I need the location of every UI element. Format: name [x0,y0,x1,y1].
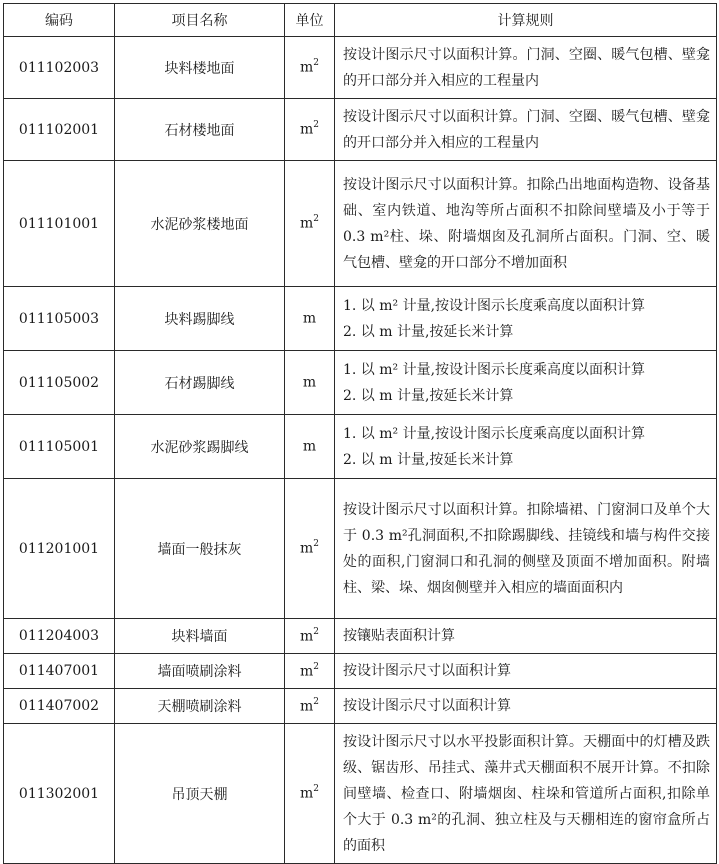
item-code: 011204003 [4,619,115,654]
rule-line-1: 1. 以 m² 计量,按设计图示长度乘高度以面积计算 [343,361,646,378]
item-rule [335,351,717,415]
item-code: 011101001 [4,161,115,287]
header-name: 项目名称 [115,4,285,37]
unit-base: m [299,59,314,76]
header-row [4,4,717,37]
item-rule: 按设计图示尺寸以面积计算 [335,689,717,724]
header-code: 编码 [4,4,115,37]
item-code: 011105001 [4,415,115,479]
item-name: 墙面一般抹灰 [115,479,285,619]
item-code: 011102003 [4,37,115,99]
item-rule [335,287,717,351]
table-row [4,689,717,724]
item-rule: 按设计图示尺寸以水平投影面积计算。天棚面中的灯槽及跌级、锯齿形、吊挂式、藻井式天棚面积不展开计算。不扣除间壁墙、检查口、附墙烟囱、柱垛和管道所占面积,扣除单个大于 0.3 m²的孔洞、独立柱及与天棚相连的窗帘盒所占的面积 [335,724,717,864]
item-rule: 按镶贴表面积计算 [335,619,717,654]
item-name: 墙面喷刷涂料 [115,654,285,689]
item-code: 011407002 [4,689,115,724]
item-name: 块料踢脚线 [115,287,285,351]
item-unit [285,37,335,99]
item-name: 水泥砂浆楼地面 [115,161,285,287]
item-name: 块料墙面 [115,619,285,654]
item-unit [285,351,335,415]
item-code: 011201001 [4,479,115,619]
item-code: 011105002 [4,351,115,415]
unit-exponent: 2 [313,696,319,707]
table-row [4,619,717,654]
rule-line-2: 2. 以 m 计量,按延长米计算 [343,387,514,404]
unit-exponent: 2 [313,58,319,69]
table-row [4,99,717,161]
item-code: 011302001 [4,724,115,864]
item-unit [285,724,335,864]
header-rule: 计算规则 [335,4,717,37]
unit-exponent: 2 [313,626,319,637]
item-unit [285,619,335,654]
item-code: 011102001 [4,99,115,161]
unit-base: m [299,121,314,138]
item-rule: 按设计图示尺寸以面积计算 [335,654,717,689]
unit-exponent: 2 [313,784,319,795]
item-name: 天棚喷刷涂料 [115,689,285,724]
table-row [4,287,717,351]
unit-base: m [299,663,314,680]
table-row [4,479,717,619]
rule-line-2: 2. 以 m 计量,按延长米计算 [343,451,514,468]
unit-base: m [302,438,317,455]
unit-base: m [299,540,314,557]
item-name: 块料楼地面 [115,37,285,99]
table-row [4,351,717,415]
table-row [4,161,717,287]
rule-line-2: 2. 以 m 计量,按延长米计算 [343,323,514,340]
table-row [4,37,717,99]
item-unit [285,99,335,161]
unit-base: m [299,785,314,802]
unit-exponent: 2 [313,120,319,131]
item-rule: 按设计图示尺寸以面积计算。门洞、空圈、暖气包槽、壁龛的开口部分并入相应的工程量内 [335,37,717,99]
item-unit [285,161,335,287]
item-name: 吊顶天棚 [115,724,285,864]
unit-exponent: 2 [313,214,319,225]
item-unit [285,415,335,479]
item-rule: 按设计图示尺寸以面积计算。扣除凸出地面构造物、设备基础、室内铁道、地沟等所占面积不扣除间壁墙及小于等于 0.3 m²柱、垛、附墙烟囱及孔洞所占面积。门洞、空、暖气包槽、壁龛的开口部分不增加面积 [335,161,717,287]
table-row [4,415,717,479]
rule-line-1: 1. 以 m² 计量,按设计图示长度乘高度以面积计算 [343,425,646,442]
item-code: 011407001 [4,654,115,689]
item-unit [285,479,335,619]
table-row [4,724,717,864]
item-unit [285,287,335,351]
table-row [4,654,717,689]
unit-base: m [299,215,314,232]
unit-exponent: 2 [313,539,319,550]
item-code: 011105003 [4,287,115,351]
item-rule: 按设计图示尺寸以面积计算。扣除墙裙、门窗洞口及单个大于 0.3 m²孔洞面积,不扣除踢脚线、挂镜线和墙与构件交接处的面积,门窗洞口和孔洞的侧壁及顶面不增加面积。附墙柱、梁、垛、烟囱侧壁并入相应的墙面面积内 [335,479,717,619]
item-name: 水泥砂浆踢脚线 [115,415,285,479]
rule-line-1: 1. 以 m² 计量,按设计图示长度乘高度以面积计算 [343,297,646,314]
item-unit [285,689,335,724]
item-unit [285,654,335,689]
item-rule: 按设计图示尺寸以面积计算。门洞、空圈、暖气包槽、壁龛的开口部分并入相应的工程量内 [335,99,717,161]
unit-base: m [302,374,317,391]
header-unit: 单位 [285,4,335,37]
unit-base: m [299,628,314,645]
item-name: 石材踢脚线 [115,351,285,415]
unit-exponent: 2 [313,661,319,672]
unit-base: m [302,310,317,327]
unit-base: m [299,698,314,715]
item-rule [335,415,717,479]
rules-table [3,3,717,864]
item-name: 石材楼地面 [115,99,285,161]
